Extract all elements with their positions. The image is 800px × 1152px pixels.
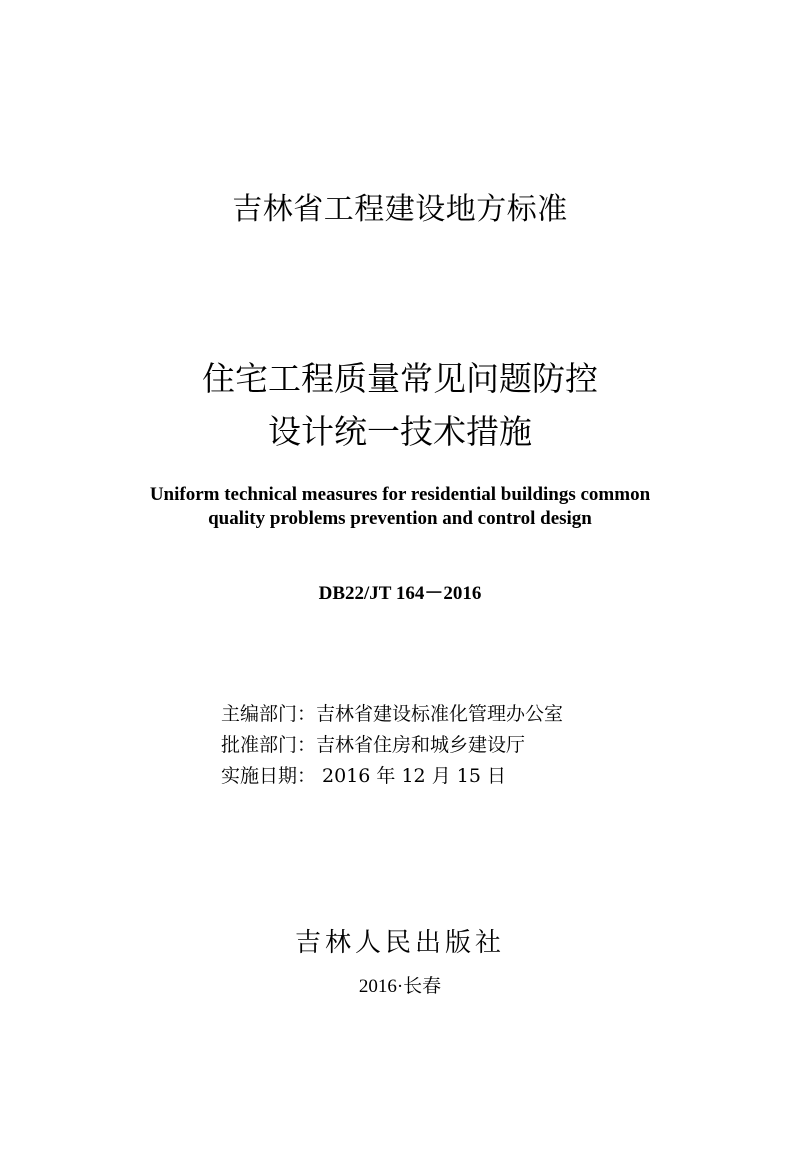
publisher-name: 吉林人民出版社 [294, 928, 505, 958]
standard-code: DB22/JT 164－2016 [318, 583, 482, 604]
publish-year-city: 2016·长春 [358, 976, 442, 997]
english-title-line-2: quality problems prevention and control design [208, 508, 592, 529]
main-title-line-1: 住宅工程质量常见问题防控 [202, 359, 598, 398]
approval-department: 批准部门：吉林省住房和城乡建设厅 [221, 734, 526, 756]
series-title: 吉林省工程建设地方标准 [232, 192, 568, 227]
effective-date: 实施日期： 2016 年 12 月 15 日 [221, 765, 506, 787]
english-title-line-1: Uniform technical measures for residential buildings common [149, 484, 651, 505]
main-title-line-2: 设计统一技术措施 [268, 412, 532, 451]
chief-editor-department: 主编部门：吉林省建设标准化管理办公室 [221, 703, 564, 725]
